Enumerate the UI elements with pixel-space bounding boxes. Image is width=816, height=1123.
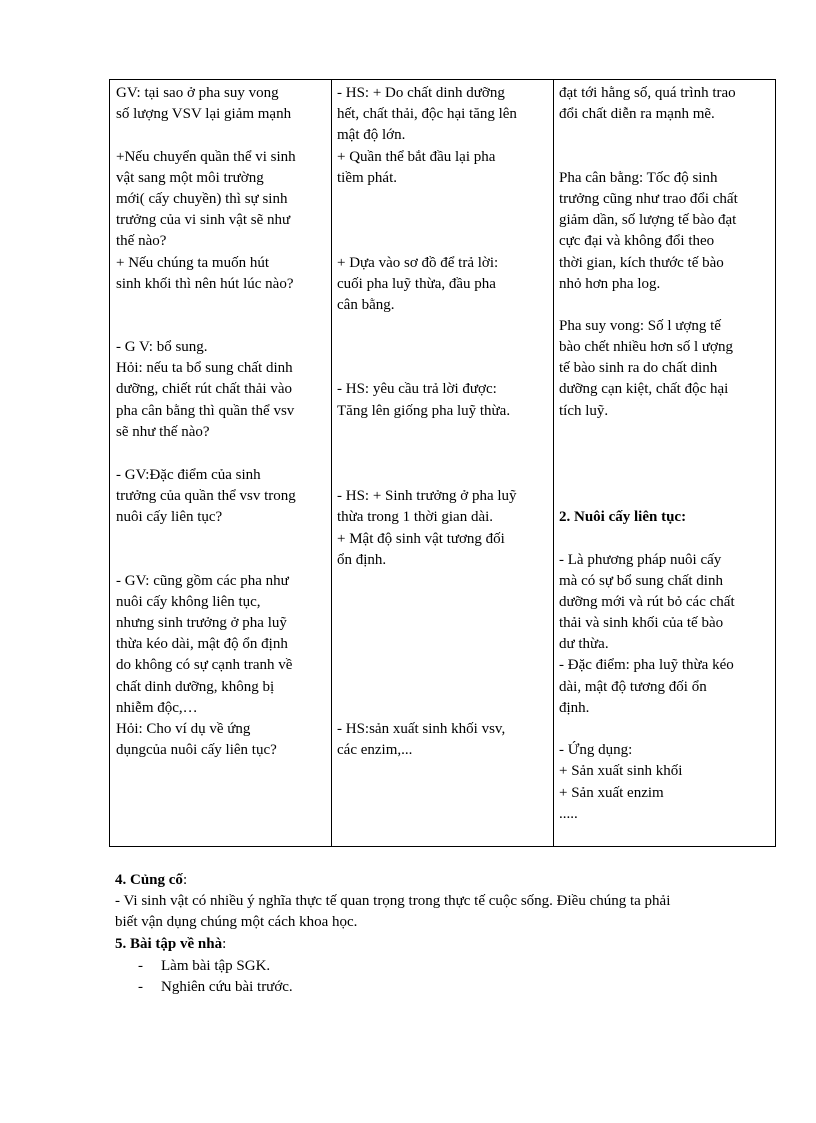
section-heading: 2. Nuôi cấy liên tục:: [559, 509, 687, 525]
text-line: dài, mật độ tương đối ổn: [559, 679, 707, 695]
text-line: chất dinh dưỡng, không bị: [116, 679, 275, 695]
text-line: sẽ như thế nào?: [116, 424, 210, 440]
text-line: - HS:sản xuất sinh khối vsv,: [337, 721, 506, 737]
text-line: - GV: cũng gồm các pha như: [116, 573, 289, 589]
text-line: dưỡng mới và rút bỏ các chất: [559, 594, 735, 610]
text-line: Hỏi: nếu ta bổ sung chất dinh: [116, 360, 293, 376]
text-line: cân bằng.: [337, 297, 395, 313]
text-line: - G V: bổ sung.: [116, 339, 208, 355]
lesson-table: [109, 79, 776, 847]
text-line: Pha cân bằng: Tốc độ sinh: [559, 170, 718, 186]
text-line: trưởng của quần thể vsv trong: [116, 488, 296, 504]
section-5-colon: :: [222, 936, 227, 952]
text-line: hết, chất thải, độc hại tăng lên: [337, 106, 517, 122]
text-line: - Ứng dụng:: [559, 742, 633, 758]
text-line: .....: [559, 806, 578, 822]
text-line: - HS: + Sinh trưởng ở pha luỹ: [337, 488, 517, 504]
text-line: nhiễm độc,…: [116, 700, 198, 716]
text-line: nuôi cấy liên tục?: [116, 509, 223, 525]
text-line: thời gian, kích thước tế bào: [559, 255, 724, 271]
text-line: bào chết nhiều hơn số l ượng: [559, 339, 733, 355]
text-line: tích luỹ.: [559, 403, 609, 419]
bullet-mark: -: [138, 979, 143, 995]
text-line: trưởng cũng như trao đổi chất: [559, 191, 738, 207]
text-line: tế bào sinh ra do chất dinh: [559, 360, 718, 376]
text-line: Hỏi: Cho ví dụ về ứng: [116, 721, 251, 737]
bullet-mark: -: [138, 958, 143, 974]
text-line: thừa kéo dài, mật độ ổn định: [116, 636, 288, 652]
text-line: +Nếu chuyển quần thể vi sinh: [116, 149, 296, 165]
text-line: số lượng VSV lại giảm mạnh: [116, 106, 292, 122]
homework-item: Nghiên cứu bài trước.: [161, 979, 293, 995]
text-line: nhưng sinh trưởng ở pha luỹ: [116, 615, 287, 631]
text-line: đổi chất diễn ra mạnh mẽ.: [559, 106, 715, 122]
text-line: thế nào?: [116, 233, 167, 249]
homework-item: Làm bài tập SGK.: [161, 958, 271, 974]
column-divider: [331, 80, 332, 846]
column-divider: [553, 80, 554, 846]
text-line: trưởng của vi sinh vật sẽ như: [116, 212, 291, 228]
text-line: pha cân bằng thì quần thể vsv: [116, 403, 295, 419]
text-line: - Đặc điểm: pha luỹ thừa kéo: [559, 657, 734, 673]
text-line: sinh khối thì nên hút lúc nào?: [116, 276, 294, 292]
summary-paragraph-line: biết vận dụng chúng một cách khoa học.: [115, 914, 358, 930]
text-line: thừa trong 1 thời gian dài.: [337, 509, 494, 525]
text-line: mật độ lớn.: [337, 127, 406, 143]
text-line: dưỡng, chiết rút chất thải vào: [116, 381, 293, 397]
text-line: + Nếu chúng ta muốn hút: [116, 255, 270, 271]
text-line: định.: [559, 700, 590, 716]
text-line: - GV:Đặc điểm của sinh: [116, 467, 261, 483]
summary-paragraph-line: - Vi sinh vật có nhiều ý nghĩa thực tế quan trọng trong thực tế cuộc sống. Điều chúng ta phải: [115, 893, 671, 909]
text-line: - HS: + Do chất dinh dưỡng: [337, 85, 505, 101]
text-line: dưỡng cạn kiệt, chất độc hại: [559, 381, 729, 397]
text-line: mà có sự bổ sung chất dinh: [559, 573, 723, 589]
text-line: + Sản xuất sinh khối: [559, 763, 683, 779]
text-line: vật sang một môi trường: [116, 170, 264, 186]
text-line: Pha suy vong: Số l ượng tế: [559, 318, 721, 334]
text-line: + Quần thể bắt đầu lại pha: [337, 149, 496, 165]
text-line: thải và sinh khối của tế bào: [559, 615, 724, 631]
text-line: cuối pha luỹ thừa, đầu pha: [337, 276, 496, 292]
text-line: nhỏ hơn pha log.: [559, 276, 661, 292]
text-line: các enzim,...: [337, 742, 413, 758]
text-line: mới( cấy chuyền) thì sự sinh: [116, 191, 288, 207]
section-5-title: 5. Bài tập về nhà: [115, 936, 223, 952]
section-5-heading: [115, 934, 226, 956]
text-line: dư thừa.: [559, 636, 609, 652]
text-line: GV: tại sao ở pha suy vong: [116, 85, 279, 101]
text-line: dụngcủa nuôi cấy liên tục?: [116, 742, 277, 758]
text-line: nuôi cấy không liên tục,: [116, 594, 261, 610]
text-line: ổn định.: [337, 552, 387, 568]
section-4-colon: :: [182, 872, 188, 888]
text-line: tiềm phát.: [337, 170, 397, 186]
text-line: - HS: yêu cầu trả lời được:: [337, 381, 497, 397]
text-line: Tăng lên giống pha luỹ thừa.: [337, 403, 511, 419]
section-4-title: 4. Củng cố: [115, 872, 183, 888]
text-line: cực đại và không đổi theo: [559, 233, 715, 249]
text-line: đạt tới hằng số, quá trình trao: [559, 85, 736, 101]
section-4-heading: [115, 870, 187, 892]
text-line: do không có sự cạnh tranh về: [116, 657, 293, 673]
text-line: + Mật độ sinh vật tương đối: [337, 531, 505, 547]
text-line: + Sản xuất enzim: [559, 785, 664, 801]
text-line: - Là phương pháp nuôi cấy: [559, 552, 722, 568]
text-line: + Dựa vào sơ đồ để trả lời:: [337, 255, 499, 271]
text-line: giảm dần, số lượng tế bào đạt: [559, 212, 737, 228]
